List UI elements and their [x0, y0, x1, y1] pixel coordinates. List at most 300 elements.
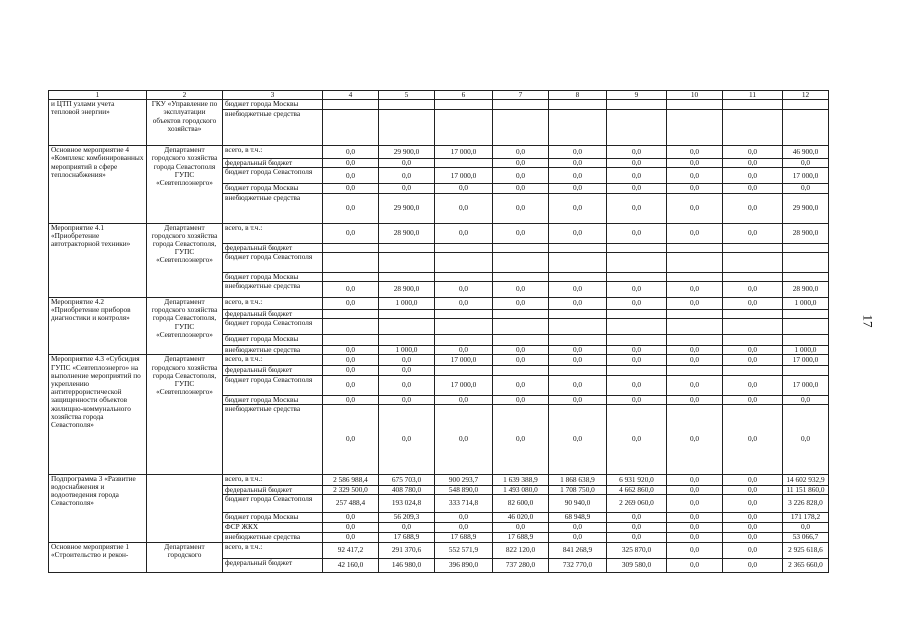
value-cell: 0,0: [493, 193, 549, 223]
column-header: 7: [493, 91, 549, 100]
value-cell: 0,0: [435, 346, 493, 355]
value-cell: 1 639 388,9: [493, 474, 549, 485]
value-cell: 0,0: [667, 404, 723, 474]
table-body: [49, 91, 829, 573]
value-cell: [607, 319, 667, 335]
column-header: 6: [435, 91, 493, 100]
value-cell: 0,0: [607, 146, 667, 159]
column-header: 5: [379, 91, 435, 100]
value-cell: 0,0: [723, 184, 783, 193]
value-cell: [723, 335, 783, 346]
value-cell: 0,0: [607, 223, 667, 243]
value-cell: [435, 366, 493, 375]
value-cell: [667, 366, 723, 375]
measure-name-cell: Подпрограмма 3 «Развитие водоснабжения и водоотведения города Севастополя»: [49, 474, 147, 542]
value-cell: [323, 272, 379, 281]
value-cell: 0,0: [549, 375, 607, 395]
value-cell: 2 329 500,0: [323, 485, 379, 494]
value-cell: 0,0: [493, 395, 549, 404]
value-cell: 17 000,0: [435, 168, 493, 184]
value-cell: 0,0: [493, 346, 549, 355]
value-cell: 0,0: [323, 282, 379, 298]
value-cell: [435, 335, 493, 346]
value-cell: [379, 100, 435, 110]
measure-name-cell: Мероприятие 4.2 «Приобретение приборов диагностики и контроля»: [49, 298, 147, 355]
measure-name-cell: Мероприятие 4.1 «Приобретение автотракторной техники»: [49, 223, 147, 297]
value-cell: [323, 335, 379, 346]
value-cell: 90 940,0: [549, 495, 607, 513]
value-cell: 11 151 860,0: [783, 485, 829, 494]
value-cell: [323, 252, 379, 272]
value-cell: 0,0: [667, 559, 723, 573]
value-cell: 2 365 660,0: [783, 559, 829, 573]
value-cell: [435, 310, 493, 319]
value-cell: 0,0: [379, 159, 435, 168]
value-cell: 0,0: [723, 346, 783, 355]
value-cell: [379, 310, 435, 319]
value-cell: [435, 272, 493, 281]
table-row: [49, 100, 829, 110]
value-cell: 17 000,0: [435, 146, 493, 159]
value-cell: 14 602 932,9: [783, 474, 829, 485]
value-cell: 333 714,8: [435, 495, 493, 513]
value-cell: 0,0: [723, 495, 783, 513]
value-cell: [549, 110, 607, 146]
value-cell: 0,0: [493, 355, 549, 366]
value-cell: 0,0: [549, 404, 607, 474]
page-number: 17: [860, 314, 876, 328]
value-cell: [783, 252, 829, 272]
value-cell: 0,0: [667, 495, 723, 513]
value-cell: [723, 110, 783, 146]
value-cell: 0,0: [435, 282, 493, 298]
value-cell: 6 931 920,0: [607, 474, 667, 485]
value-cell: 0,0: [379, 366, 435, 375]
measure-name-cell: Основное мероприятие 1 «Строительство и рекон-: [49, 543, 147, 573]
value-cell: 0,0: [667, 474, 723, 485]
funding-source-cell: бюджет города Севастополя: [223, 168, 323, 184]
value-cell: 0,0: [667, 282, 723, 298]
value-cell: [379, 319, 435, 335]
value-cell: [667, 319, 723, 335]
value-cell: [435, 110, 493, 146]
value-cell: [549, 100, 607, 110]
value-cell: 92 417,2: [323, 543, 379, 559]
value-cell: 1 000,0: [783, 298, 829, 310]
value-cell: [607, 335, 667, 346]
responsible-cell: Департамент городского хозяйства города Севастополя ГУПС «Севтеплоэнерго»: [147, 146, 223, 223]
measure-name-cell: Основное мероприятие 4 «Комплекс комбинированных мероприятий в сфере теплоснабжения»: [49, 146, 147, 223]
value-cell: [783, 319, 829, 335]
value-cell: 28 900,0: [783, 282, 829, 298]
value-cell: 56 209,3: [379, 513, 435, 523]
value-cell: [435, 252, 493, 272]
value-cell: [379, 252, 435, 272]
value-cell: 0,0: [723, 193, 783, 223]
value-cell: [435, 100, 493, 110]
value-cell: [493, 310, 549, 319]
funding-source-cell: внебюджетные средства: [223, 533, 323, 543]
value-cell: 325 870,0: [607, 543, 667, 559]
funding-source-cell: федеральный бюджет: [223, 366, 323, 375]
funding-source-cell: бюджет города Севастополя: [223, 375, 323, 395]
value-cell: 0,0: [493, 375, 549, 395]
value-cell: 17 688,9: [435, 533, 493, 543]
value-cell: 0,0: [493, 298, 549, 310]
value-cell: 1 493 080,0: [493, 485, 549, 494]
value-cell: 0,0: [667, 298, 723, 310]
funding-source-cell: бюджет города Москвы: [223, 395, 323, 404]
value-cell: [667, 272, 723, 281]
value-cell: 0,0: [549, 533, 607, 543]
value-cell: 0,0: [607, 533, 667, 543]
value-cell: 0,0: [379, 184, 435, 193]
value-cell: 0,0: [667, 523, 723, 533]
responsible-cell: Департамент городского: [147, 543, 223, 573]
responsible-cell: Департамент городского хозяйства города Севастополя, ГУПС «Севтеплоэнерго»: [147, 223, 223, 297]
value-cell: 0,0: [723, 513, 783, 523]
value-cell: 17 000,0: [435, 355, 493, 366]
budget-table-page: [48, 90, 829, 573]
value-cell: 0,0: [323, 366, 379, 375]
header-row: [49, 91, 829, 100]
value-cell: [549, 319, 607, 335]
value-cell: 0,0: [379, 523, 435, 533]
value-cell: 17 000,0: [783, 168, 829, 184]
value-cell: 0,0: [549, 395, 607, 404]
value-cell: [493, 272, 549, 281]
value-cell: 0,0: [493, 223, 549, 243]
value-cell: 0,0: [607, 404, 667, 474]
value-cell: [379, 272, 435, 281]
value-cell: 17 000,0: [435, 375, 493, 395]
value-cell: 0,0: [323, 375, 379, 395]
value-cell: 0,0: [667, 395, 723, 404]
table-row: [49, 146, 829, 159]
value-cell: [607, 243, 667, 252]
funding-source-cell: всего, в т.ч.:: [223, 298, 323, 310]
value-cell: 0,0: [379, 404, 435, 474]
value-cell: 900 293,7: [435, 474, 493, 485]
value-cell: [783, 310, 829, 319]
value-cell: [379, 110, 435, 146]
value-cell: 0,0: [379, 355, 435, 366]
value-cell: 42 160,0: [323, 559, 379, 573]
value-cell: 0,0: [493, 523, 549, 533]
funding-source-cell: всего, в т.ч.:: [223, 474, 323, 485]
value-cell: 0,0: [667, 184, 723, 193]
value-cell: 0,0: [723, 404, 783, 474]
table-row: [49, 223, 829, 243]
value-cell: 0,0: [723, 159, 783, 168]
value-cell: 17 688,9: [493, 533, 549, 543]
value-cell: 0,0: [493, 184, 549, 193]
value-cell: 0,0: [607, 355, 667, 366]
value-cell: [379, 243, 435, 252]
value-cell: 0,0: [323, 168, 379, 184]
value-cell: 0,0: [549, 159, 607, 168]
value-cell: 0,0: [723, 282, 783, 298]
value-cell: 0,0: [379, 375, 435, 395]
value-cell: 2 925 618,6: [783, 543, 829, 559]
value-cell: [783, 110, 829, 146]
value-cell: 0,0: [379, 168, 435, 184]
value-cell: 0,0: [607, 513, 667, 523]
value-cell: [723, 272, 783, 281]
value-cell: 0,0: [723, 543, 783, 559]
value-cell: 0,0: [493, 404, 549, 474]
column-header: 4: [323, 91, 379, 100]
column-header: 11: [723, 91, 783, 100]
value-cell: [493, 100, 549, 110]
value-cell: 193 024,8: [379, 495, 435, 513]
funding-source-cell: федеральный бюджет: [223, 159, 323, 168]
value-cell: 0,0: [723, 223, 783, 243]
value-cell: 53 066,7: [783, 533, 829, 543]
funding-source-cell: бюджет города Москвы: [223, 335, 323, 346]
value-cell: [323, 319, 379, 335]
value-cell: 0,0: [549, 282, 607, 298]
responsible-cell: ГКУ «Управление по эксплуатации объектов городского хозяйства»: [147, 100, 223, 146]
funding-source-cell: ФСР ЖКХ: [223, 523, 323, 533]
value-cell: 0,0: [607, 523, 667, 533]
measure-name-cell: Мероприятие 4.3 «Субсидия ГУПС «Севтеплоэнерго» на выполнение мероприятий по укреплению антитеррористической защищенности объектов жилищно-коммунального хозяйства города Севастополя»: [49, 355, 147, 474]
funding-source-cell: бюджет города Москвы: [223, 184, 323, 193]
value-cell: 0,0: [667, 513, 723, 523]
value-cell: 548 890,0: [435, 485, 493, 494]
value-cell: 2 586 988,4: [323, 474, 379, 485]
column-header: 2: [147, 91, 223, 100]
value-cell: 29 900,0: [379, 146, 435, 159]
value-cell: 0,0: [667, 355, 723, 366]
value-cell: [667, 310, 723, 319]
value-cell: 0,0: [323, 355, 379, 366]
funding-source-cell: федеральный бюджет: [223, 485, 323, 494]
value-cell: [549, 252, 607, 272]
value-cell: 0,0: [549, 146, 607, 159]
value-cell: 0,0: [667, 168, 723, 184]
funding-source-cell: всего, в т.ч.:: [223, 146, 323, 159]
value-cell: [323, 100, 379, 110]
value-cell: 0,0: [323, 533, 379, 543]
value-cell: 552 571,9: [435, 543, 493, 559]
column-header: 10: [667, 91, 723, 100]
value-cell: 0,0: [723, 474, 783, 485]
value-cell: [549, 335, 607, 346]
value-cell: [323, 243, 379, 252]
value-cell: 0,0: [667, 485, 723, 494]
value-cell: 0,0: [607, 346, 667, 355]
value-cell: 0,0: [493, 146, 549, 159]
value-cell: [667, 100, 723, 110]
value-cell: 0,0: [723, 533, 783, 543]
value-cell: 0,0: [607, 375, 667, 395]
value-cell: 82 600,0: [493, 495, 549, 513]
column-header: 3: [223, 91, 323, 100]
value-cell: 291 370,6: [379, 543, 435, 559]
value-cell: 0,0: [549, 346, 607, 355]
value-cell: 0,0: [549, 298, 607, 310]
value-cell: 0,0: [323, 513, 379, 523]
funding-source-cell: внебюджетные средства: [223, 110, 323, 146]
funding-source-cell: бюджет города Севастополя: [223, 495, 323, 513]
table-row: [49, 298, 829, 310]
responsible-cell: [147, 474, 223, 542]
funding-source-cell: внебюджетные средства: [223, 404, 323, 474]
value-cell: 4 662 860,0: [607, 485, 667, 494]
value-cell: 0,0: [435, 193, 493, 223]
table-row: [49, 543, 829, 559]
value-cell: 732 770,0: [549, 559, 607, 573]
funding-source-cell: внебюджетные средства: [223, 193, 323, 223]
value-cell: 0,0: [667, 223, 723, 243]
value-cell: [667, 335, 723, 346]
value-cell: [607, 110, 667, 146]
value-cell: 408 780,0: [379, 485, 435, 494]
value-cell: [435, 243, 493, 252]
funding-source-cell: федеральный бюджет: [223, 243, 323, 252]
value-cell: [607, 272, 667, 281]
value-cell: 0,0: [723, 355, 783, 366]
value-cell: [493, 319, 549, 335]
value-cell: 0,0: [607, 184, 667, 193]
value-cell: 1 000,0: [379, 298, 435, 310]
responsible-cell: Департамент городского хозяйства города Севастополя, ГУПС «Севтеплоэнерго»: [147, 298, 223, 355]
column-header: 9: [607, 91, 667, 100]
value-cell: [667, 243, 723, 252]
value-cell: 0,0: [667, 533, 723, 543]
value-cell: 68 948,9: [549, 513, 607, 523]
value-cell: 257 488,4: [323, 495, 379, 513]
value-cell: 146 980,0: [379, 559, 435, 573]
value-cell: [607, 366, 667, 375]
value-cell: 28 900,0: [379, 282, 435, 298]
value-cell: [723, 319, 783, 335]
value-cell: 0,0: [549, 223, 607, 243]
funding-source-cell: федеральный бюджет: [223, 559, 323, 573]
funding-source-cell: бюджет города Севастополя: [223, 252, 323, 272]
value-cell: [379, 335, 435, 346]
value-cell: [493, 252, 549, 272]
column-header: 8: [549, 91, 607, 100]
value-cell: 0,0: [723, 559, 783, 573]
value-cell: 0,0: [493, 159, 549, 168]
value-cell: 0,0: [549, 355, 607, 366]
value-cell: [783, 335, 829, 346]
value-cell: 0,0: [667, 159, 723, 168]
value-cell: 0,0: [323, 193, 379, 223]
value-cell: 0,0: [435, 395, 493, 404]
funding-source-cell: бюджет города Москвы: [223, 100, 323, 110]
value-cell: [723, 100, 783, 110]
funding-source-cell: бюджет города Москвы: [223, 272, 323, 281]
value-cell: 0,0: [323, 346, 379, 355]
value-cell: 0,0: [607, 298, 667, 310]
value-cell: 0,0: [435, 298, 493, 310]
value-cell: 0,0: [723, 375, 783, 395]
value-cell: 675 703,0: [379, 474, 435, 485]
value-cell: [723, 243, 783, 252]
value-cell: 28 900,0: [783, 223, 829, 243]
value-cell: 0,0: [783, 184, 829, 193]
value-cell: 17 000,0: [783, 375, 829, 395]
value-cell: 0,0: [379, 395, 435, 404]
value-cell: 0,0: [723, 523, 783, 533]
measure-name-cell: и ЦТП узлами учета тепловой энергии»: [49, 100, 147, 146]
value-cell: 1 000,0: [783, 346, 829, 355]
funding-source-cell: бюджет города Севастополя: [223, 319, 323, 335]
value-cell: [783, 272, 829, 281]
value-cell: [607, 252, 667, 272]
funding-source-cell: федеральный бюджет: [223, 310, 323, 319]
value-cell: 0,0: [435, 513, 493, 523]
funding-source-cell: всего, в т.ч.:: [223, 543, 323, 559]
column-header: 12: [783, 91, 829, 100]
value-cell: 822 120,0: [493, 543, 549, 559]
value-cell: [323, 110, 379, 146]
value-cell: 0,0: [607, 193, 667, 223]
value-cell: [549, 243, 607, 252]
value-cell: 0,0: [549, 193, 607, 223]
value-cell: 29 900,0: [783, 193, 829, 223]
value-cell: 841 268,9: [549, 543, 607, 559]
value-cell: [783, 243, 829, 252]
value-cell: 737 280,0: [493, 559, 549, 573]
value-cell: 17 688,9: [379, 533, 435, 543]
funding-source-cell: всего, в т.ч.:: [223, 223, 323, 243]
value-cell: [783, 100, 829, 110]
value-cell: [435, 319, 493, 335]
value-cell: 0,0: [435, 184, 493, 193]
value-cell: 0,0: [723, 298, 783, 310]
value-cell: 0,0: [667, 346, 723, 355]
value-cell: 1 868 638,9: [549, 474, 607, 485]
funding-source-cell: внебюджетные средства: [223, 346, 323, 355]
value-cell: [549, 310, 607, 319]
value-cell: 0,0: [723, 146, 783, 159]
value-cell: 171 178,2: [783, 513, 829, 523]
value-cell: 0,0: [667, 193, 723, 223]
value-cell: 46 020,0: [493, 513, 549, 523]
value-cell: 0,0: [323, 159, 379, 168]
value-cell: [549, 272, 607, 281]
value-cell: [607, 310, 667, 319]
value-cell: 0,0: [323, 223, 379, 243]
column-header: 1: [49, 91, 147, 100]
value-cell: 0,0: [323, 146, 379, 159]
value-cell: 0,0: [667, 375, 723, 395]
value-cell: 0,0: [723, 395, 783, 404]
value-cell: 0,0: [667, 543, 723, 559]
value-cell: 2 269 060,0: [607, 495, 667, 513]
value-cell: 0,0: [493, 282, 549, 298]
value-cell: 396 890,0: [435, 559, 493, 573]
value-cell: 0,0: [607, 159, 667, 168]
value-cell: [435, 159, 493, 168]
value-cell: 0,0: [549, 184, 607, 193]
value-cell: 0,0: [323, 404, 379, 474]
value-cell: 0,0: [783, 395, 829, 404]
value-cell: [493, 110, 549, 146]
value-cell: [667, 252, 723, 272]
value-cell: [723, 310, 783, 319]
value-cell: 0,0: [549, 168, 607, 184]
value-cell: [493, 335, 549, 346]
funding-source-cell: внебюджетные средства: [223, 282, 323, 298]
funding-source-cell: всего, в т.ч.:: [223, 355, 323, 366]
value-cell: [323, 310, 379, 319]
value-cell: [783, 366, 829, 375]
